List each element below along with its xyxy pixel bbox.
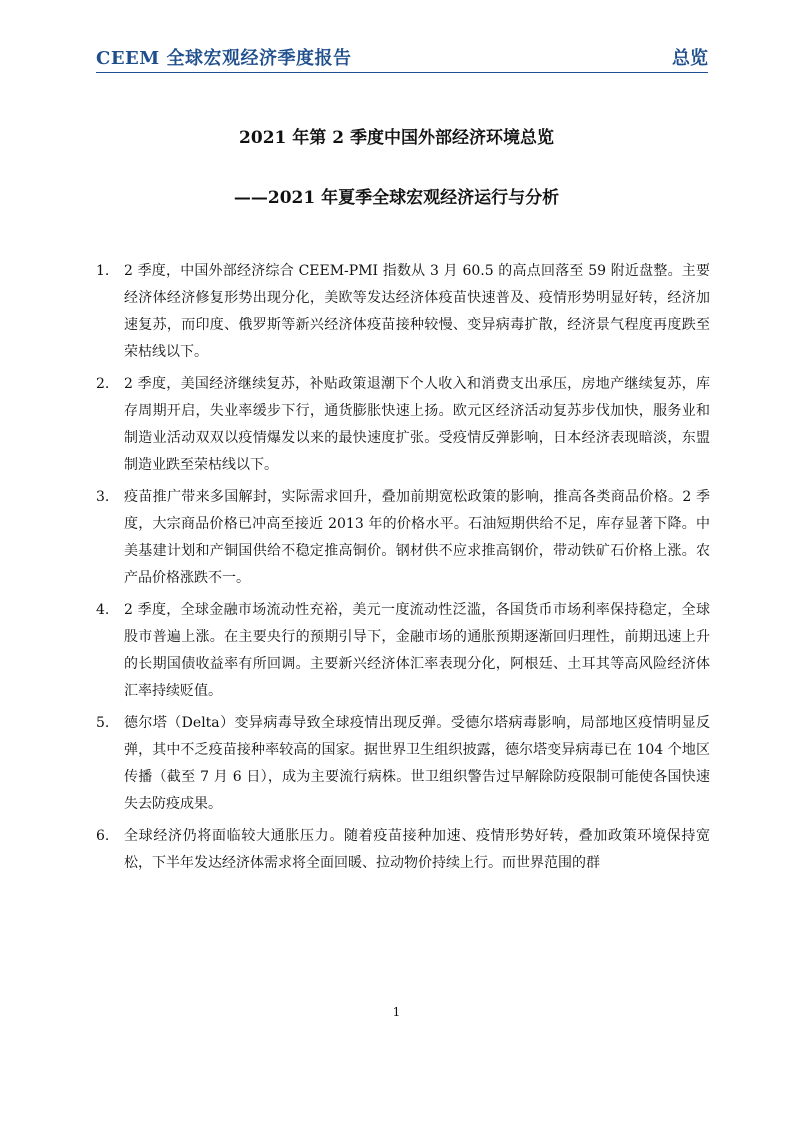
report-title: CEEM 全球宏观经济季度报告 <box>96 48 352 69</box>
list-item-text: 2 季度，全球金融市场流动性充裕，美元一度流动性泛滥，各国货币市场利率保持稳定，全球股市普遍上涨。在主要央行的预期引导下，金融市场的通胀预期逐渐回归理性，前期迅速上升的长期国债收益率有所回调。主要新兴经济体汇率表现分化，阿根廷、土耳其等高风险经济体汇率持续贬值。 <box>124 602 710 699</box>
document-subtitle: ——2021 年夏季全球宏观经济运行与分析 <box>233 188 560 208</box>
list-item <box>96 823 710 877</box>
document-title: 2021 年第 2 季度中国外部经济环境总览 <box>239 128 554 148</box>
list-item-number: 4. <box>96 602 110 618</box>
list-item-number: 6. <box>96 828 110 844</box>
list-item-number: 5. <box>96 715 110 731</box>
list-item-number: 1. <box>96 263 110 279</box>
list-item-text: 全球经济仍将面临较大通胀压力。随着疫苗接种加速、疫情形势好转，叠加政策环境保持宽松，下半年发达经济体需求将全面回暖、拉动物价持续上行。而世界范围的群 <box>124 828 710 871</box>
list-item <box>96 258 710 366</box>
list-item-number: 3. <box>96 489 110 505</box>
list-item <box>96 371 710 479</box>
list-item <box>96 710 710 818</box>
list-item <box>96 597 710 705</box>
list-item-text: 疫苗推广带来多国解封，实际需求回升，叠加前期宽松政策的影响，推高各类商品价格。2 季度，大宗商品价格已冲高至接近 2013 年的价格水平。石油短期供给不足，库存显著下降。中美基建计划和产铜国供给不稳定推高铜价。钢材供不应求推高钢价，带动铁矿石价格上涨。农产品价格涨跌不一。 <box>124 489 710 586</box>
page-header <box>96 44 708 70</box>
list-item-text: 2 季度，中国外部经济综合 CEEM-PMI 指数从 3 月 60.5 的高点回落至 59 附近盘整。主要经济体经济修复形势出现分化，美欧等发达经济体疫苗快速普及、疫情形势明显好转，经济加速复苏，而印度、俄罗斯等新兴经济体疫苗接种较慢、变异病毒扩散，经济景气程度再度跌至荣枯线以下。 <box>124 263 710 360</box>
list-item-number: 2. <box>96 376 110 392</box>
list-item-text: 2 季度，美国经济继续复苏，补贴政策退潮下个人收入和消费支出承压，房地产继续复苏，库存周期开启，失业率缓步下行，通货膨胀快速上扬。欧元区经济活动复苏步伐加快，服务业和制造业活动双双以疫情爆发以来的最快速度扩张。受疫情反弹影响，日本经济表现暗淡，东盟制造业跌至荣枯线以下。 <box>124 376 710 473</box>
summary-list <box>96 258 710 882</box>
page-number: 1 <box>392 1005 401 1019</box>
list-item <box>96 484 710 592</box>
list-item-text: 德尔塔（Delta）变异病毒导致全球疫情出现反弹。受德尔塔病毒影响，局部地区疫情明显反弹，其中不乏疫苗接种率较高的国家。据世界卫生组织披露，德尔塔变异病毒已在 104 个地区传播（截至 7 月 6 日），成为主要流行病株。世卫组织警告过早解除防疫限制可能使各国快速失去防疫成果。 <box>124 715 710 812</box>
section-label: 总览 <box>672 48 708 69</box>
header-divider <box>96 72 708 73</box>
